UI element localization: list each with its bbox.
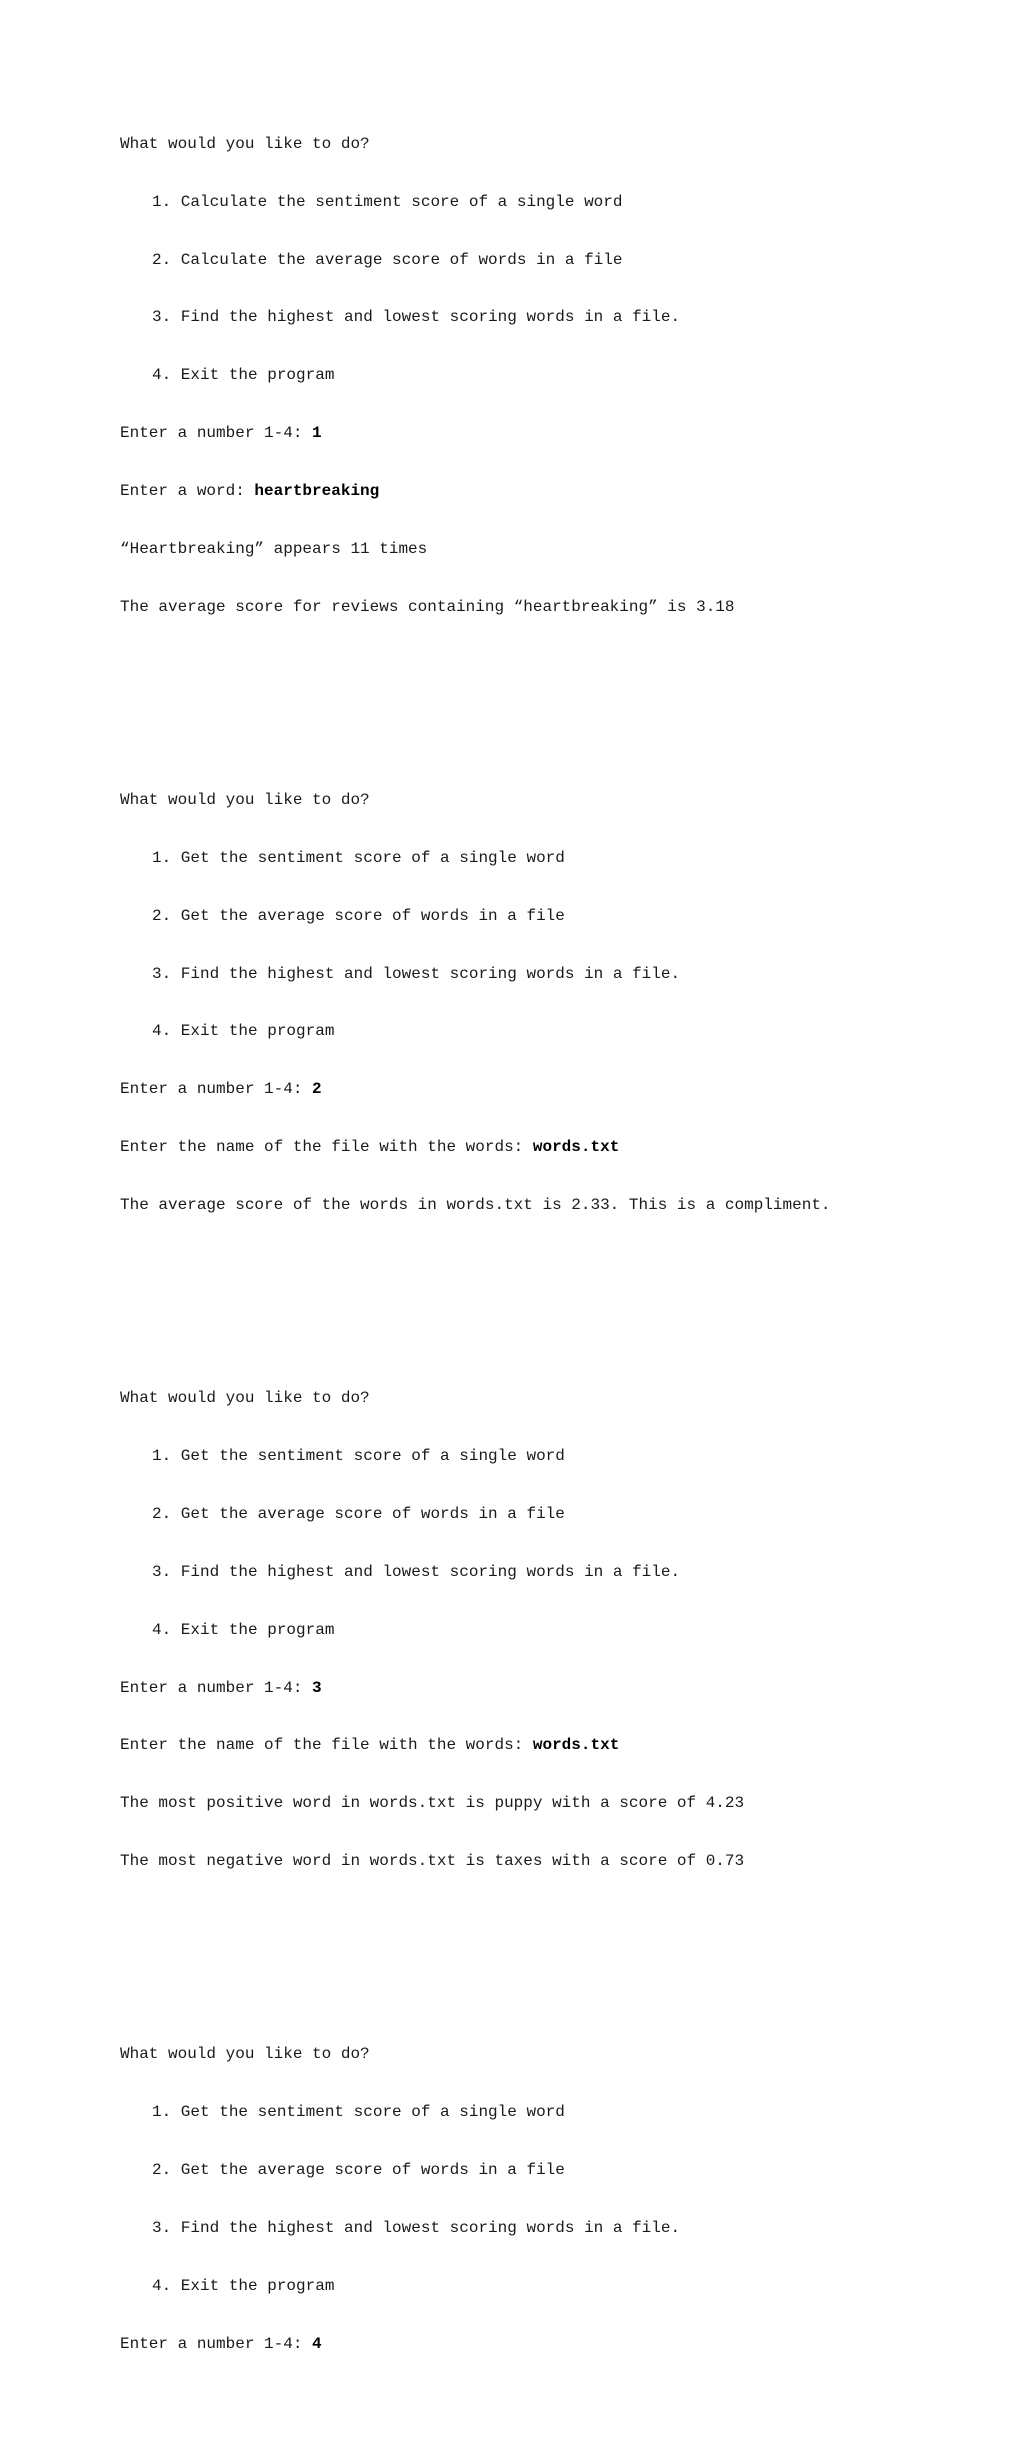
choice-input: 4 [312, 2334, 322, 2353]
menu-item-3: 3. Find the highest and lowest scoring words in a file. [152, 2218, 681, 2237]
menu-item-1: 1. Calculate the sentiment score of a single word [152, 192, 623, 211]
choice-line [120, 424, 1000, 443]
menu-question: What would you like to do? [120, 134, 370, 153]
menu-item-2: 2. Get the average score of words in a file [152, 906, 565, 925]
choice-prompt: Enter a number 1-4: [120, 2334, 313, 2353]
menu-item-3: 3. Find the highest and lowest scoring words in a file. [152, 308, 681, 327]
output-line: “Heartbreaking” appears 11 times [120, 540, 428, 559]
menu-item-2: 2. Get the average score of words in a file [152, 2160, 565, 2179]
output-line: The most negative word in words.txt is taxes with a score of 0.73 [120, 1852, 745, 1871]
menu-item-1: 1. Get the sentiment score of a single word [152, 848, 565, 867]
session-2 [120, 752, 1000, 1254]
menu-item-2: 2. Calculate the average score of words in a file [152, 250, 623, 269]
input-line [120, 1736, 1000, 1755]
choice-prompt: Enter a number 1-4: [120, 424, 313, 443]
choice-input: 2 [312, 1080, 322, 1099]
output-line: The average score of the words in words.txt is 2.33. This is a compliment. [120, 1196, 831, 1215]
user-input: words.txt [532, 1138, 620, 1157]
menu-item-3: 3. Find the highest and lowest scoring words in a file. [152, 1562, 681, 1581]
user-input: words.txt [532, 1736, 620, 1755]
choice-line [120, 2335, 1000, 2354]
input-prompt: Enter a word: [120, 482, 255, 501]
input-line [120, 1138, 1000, 1157]
input-prompt: Enter the name of the file with the words: [120, 1736, 533, 1755]
menu-item-4: 4. Exit the program [152, 2276, 335, 2295]
input-prompt: Enter the name of the file with the words: [120, 1138, 533, 1157]
user-input: heartbreaking [254, 482, 380, 501]
output-line: The average score for reviews containing “heartbreaking” is 3.18 [120, 597, 735, 616]
session-3 [120, 1350, 1000, 1910]
menu-question: What would you like to do? [120, 1389, 370, 1408]
menu-item-4: 4. Exit the program [152, 1620, 335, 1639]
menu-question: What would you like to do? [120, 790, 370, 809]
session-4 [120, 2007, 1000, 2393]
console-transcript [120, 19, 1000, 2450]
menu-item-1: 1. Get the sentiment score of a single word [152, 1446, 565, 1465]
menu-item-2: 2. Get the average score of words in a file [152, 1504, 565, 1523]
choice-prompt: Enter a number 1-4: [120, 1080, 313, 1099]
choice-input: 3 [312, 1678, 322, 1697]
choice-input: 1 [312, 424, 322, 443]
menu-item-4: 4. Exit the program [152, 366, 335, 385]
input-line [120, 482, 1000, 501]
menu-item-4: 4. Exit the program [152, 1022, 335, 1041]
menu-item-3: 3. Find the highest and lowest scoring words in a file. [152, 964, 681, 983]
choice-prompt: Enter a number 1-4: [120, 1678, 313, 1697]
menu-item-1: 1. Get the sentiment score of a single word [152, 2103, 565, 2122]
choice-line [120, 1080, 1000, 1099]
output-line: The most positive word in words.txt is puppy with a score of 4.23 [120, 1794, 745, 1813]
session-1 [120, 96, 1000, 656]
menu-question: What would you like to do? [120, 2045, 370, 2064]
choice-line [120, 1679, 1000, 1698]
